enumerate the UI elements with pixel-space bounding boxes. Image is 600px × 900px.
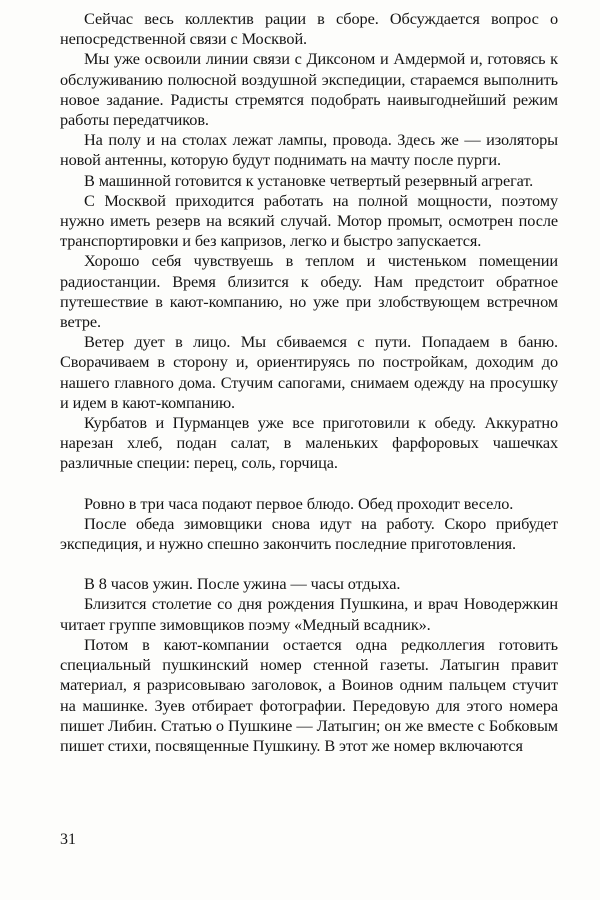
paragraph: Мы уже освоили линии связи с Диксоном и Амдермой и, готовясь к обслуживанию полюсной воздушной экспедиции, стараемся выполнить новое задание. Радисты стремятся подобрать наивыгоднейший режим работы передатчиков. — [60, 49, 558, 130]
paragraph: Ветер дует в лицо. Мы сбиваемся с пути. Попадаем в баню. Сворачиваем в сторону и, ориентируясь по постройкам, доходим до нашего главного дома. Стучим сапогами, снимаем одежду на просушку и идем в кают-компанию. — [60, 332, 558, 412]
page-number: 31 — [60, 831, 76, 848]
paragraph: В машинной готовится к установке четвертый резервный агрегат. — [84, 170, 534, 190]
paragraph: На полу и на столах лежат лампы, провода. Здесь же — изоляторы новой антенны, которую будут поднимать на мачту после пурги. — [60, 130, 558, 170]
paragraph: Близится столетие со дня рождения Пушкина, и врач Новодержкин читает группе зимовщиков поэму «Медный всадник». — [60, 594, 558, 634]
paragraph: Сейчас весь коллектив рации в сборе. Обсуждается вопрос о непосредственной связи с Москвой. — [60, 9, 558, 49]
paragraph: Потом в кают-компании остается одна редколлегия готовить специальный пушкинский номер стенной газеты. Латыгин правит материал, я разрисовываю заголовок, а Воинов одним пальцем стучит на машинке. Зуев отбирает фотографии. Передовую для этого номера пишет Либин. Статью о Пушкине — Латыгин; он же вместе с Бобковым пишет стихи, посвященные Пушкину. В этот же номер включаются — [60, 634, 558, 755]
paragraph: После обеда зимовщики снова идут на работу. Скоро прибудет экспедиция, и нужно спешно закончить последние приготовления. — [60, 513, 558, 554]
paragraph: С Москвой приходится работать на полной мощности, поэтому нужно иметь резерв на всякий случай. Мотор промыт, осмотрен после транспортировки и без капризов, легко и быстро запускается. — [60, 190, 558, 251]
paragraph: Курбатов и Пурманцев уже все приготовили к обеду. Аккуратно нарезан хлеб, подан салат, в маленьких фарфоровых чашечках различные специи: перец, соль, горчица. — [60, 413, 558, 473]
body-text — [60, 9, 558, 756]
paragraph: Хорошо себя чувствуешь в теплом и чистеньком помещении радиостанции. Время близится к обеду. Нам предстоит обратное путешествие в кают-компанию, но уже при злобствующем встречном ветре. — [60, 251, 558, 332]
paragraph: Ровно в три часа подают первое блюдо. Обед проходит весело. — [84, 493, 514, 513]
paragraph: В 8 часов ужин. После ужина — часы отдыха. — [84, 574, 401, 594]
